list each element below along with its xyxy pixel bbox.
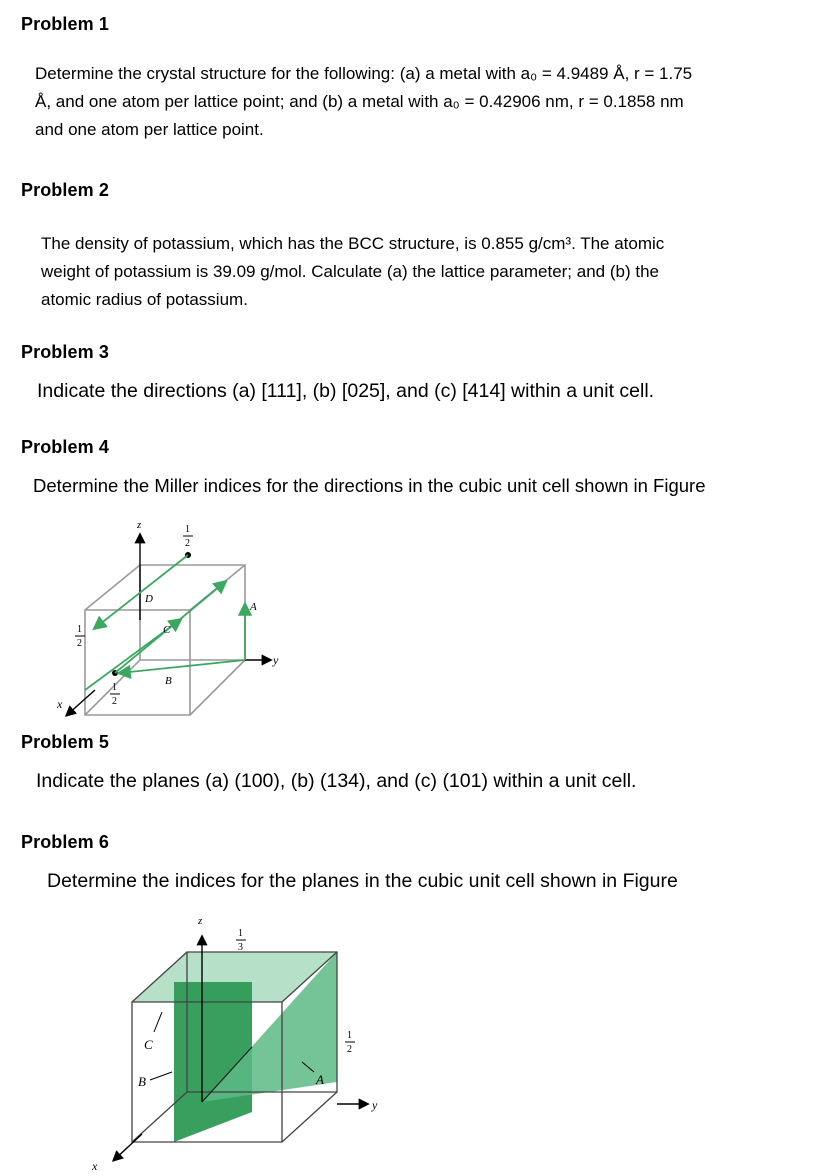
- z-axis-label: z: [137, 519, 142, 531]
- y-axis-label: y: [273, 653, 279, 667]
- problem-1-heading: Problem 1: [21, 14, 109, 34]
- label-A: A: [250, 601, 257, 613]
- half-den-6: 2: [347, 1044, 352, 1055]
- label-A-6: A: [316, 1072, 324, 1087]
- problem-3-heading: Problem 3: [21, 342, 109, 362]
- half-num-6: 1: [347, 1030, 352, 1041]
- label-B: B: [165, 675, 172, 687]
- problem-2-text: [41, 230, 664, 314]
- problem-5-line-1: Indicate the planes (a) (100), (b) (134), and (c) (101) within a unit cell.: [36, 770, 637, 792]
- figure-6-unit-cell: [82, 912, 392, 1172]
- problem-2-heading: Problem 2: [21, 180, 109, 200]
- half-left-num: 1: [77, 624, 82, 635]
- x-axis-6: [114, 1134, 142, 1160]
- problem-4-line-1: Determine the Miller indices for the directions in the cubic unit cell shown in Figure: [33, 475, 706, 496]
- label-C: C: [163, 624, 171, 636]
- half-bottom-den: 2: [112, 696, 117, 707]
- problem-2-line-1: The density of potassium, which has the BCC structure, is 0.855 g/cm³. The atomic: [41, 234, 665, 253]
- problem-4-text: [33, 472, 705, 500]
- problem-2-line-3: atomic radius of potassium.: [41, 290, 248, 309]
- half-bottom-num: 1: [112, 682, 117, 693]
- problem-6-text: [47, 866, 678, 896]
- z-axis-label-6: z: [198, 915, 203, 927]
- problem-3-line-1: Indicate the directions (a) [111], (b) [025], and (c) [414] within a unit cell.: [37, 380, 655, 402]
- y-axis-label-6: y: [372, 1098, 378, 1112]
- label-B-6: B: [138, 1074, 146, 1089]
- problem-1-line-2: Å, and one atom per lattice point; and (b) a metal with a₀ = 0.42906 nm, r = 0.1858 nm: [35, 92, 684, 111]
- x-axis-label-6: x: [92, 1159, 98, 1172]
- problem-1-text: [35, 60, 692, 144]
- problem-4-heading: Problem 4: [21, 437, 109, 457]
- x-axis-label: x: [57, 697, 63, 711]
- label-D: D: [145, 593, 153, 605]
- half-top-num: 1: [185, 524, 190, 535]
- problem-1-line-1: Determine the crystal structure for the following: (a) a metal with a₀ = 4.9489 Å, r = 1.75: [35, 64, 693, 83]
- problem-5-text: [36, 766, 636, 796]
- third-den: 3: [238, 942, 243, 953]
- label-C-leader: [154, 1012, 162, 1032]
- x-axis: [67, 690, 95, 715]
- half-left-den: 2: [77, 638, 82, 649]
- cube-edges: [85, 565, 245, 715]
- third-num: 1: [238, 928, 243, 939]
- problem-5-heading: Problem 5: [21, 732, 109, 752]
- direction-D: [95, 555, 188, 628]
- label-B-leader: [150, 1072, 172, 1080]
- problem-6-heading: Problem 6: [21, 832, 109, 852]
- figure-4-unit-cell: [55, 510, 285, 725]
- half-top-den: 2: [185, 538, 190, 549]
- problem-1-line-3: and one atom per lattice point.: [35, 120, 264, 139]
- problem-6-line-1: Determine the indices for the planes in the cubic unit cell shown in Figure: [47, 870, 678, 892]
- problem-2-line-2: weight of potassium is 39.09 g/mol. Calculate (a) the lattice parameter; and (b) the: [41, 262, 659, 281]
- problem-3-text: [37, 376, 654, 406]
- label-C-6: C: [144, 1037, 153, 1052]
